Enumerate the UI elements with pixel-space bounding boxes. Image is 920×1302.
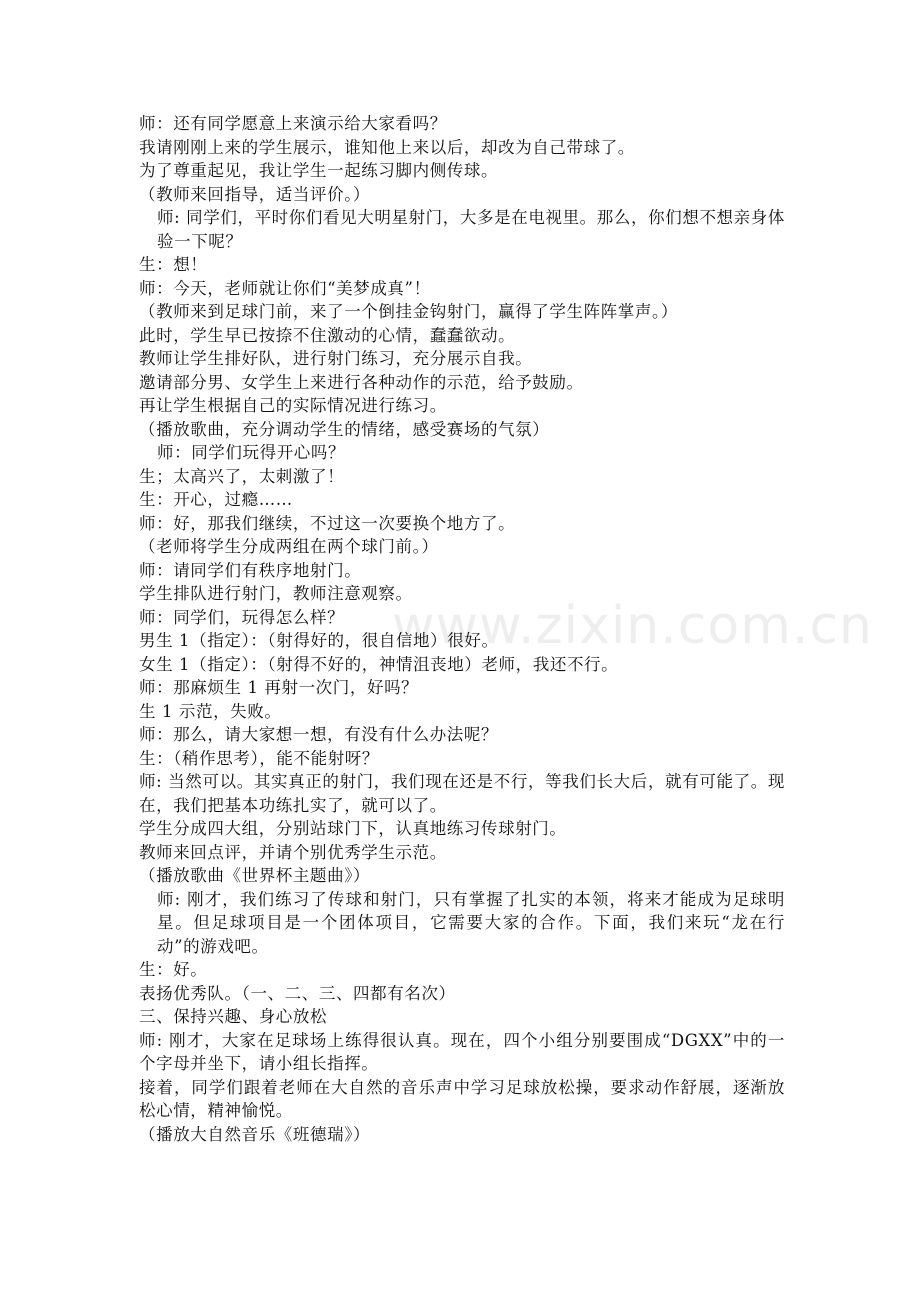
text-line: 生：好。 (139, 960, 208, 979)
text-line: 师：那麻烦生 1 再射一次门，好吗？ (139, 678, 419, 697)
text-line: 学生分成四大组，分别站球门下，认真地练习传球射门。 (139, 819, 567, 838)
text-line: 男生 1（指定）：（射得好的，很自信地）很好。 (139, 631, 499, 650)
text-line: 生：开心，过瘾…… (139, 490, 293, 509)
text-paragraph: 师: 当然可以。其实真正的射门，我们现在还是不行，等我们长大后，就有可能了。现在，我们把基本功练扎实了，就可以了。 (139, 772, 785, 815)
text-paragraph: 师: 刚才，大家在足球场上练得很认真。现在，四个小组分别要围成“DGXX”中的一个字母并坐下，请小组长指挥。 (139, 1030, 785, 1073)
text-line: 我请刚刚上来的学生展示，谁知他上来以后，却改为自己带球了。 (139, 137, 635, 157)
section-heading: 三、保持兴趣、身心放松 (139, 1007, 328, 1026)
text-line: 师：那么，请大家想一想，有没有什么办法呢？ (139, 725, 499, 744)
text-paragraph: 师: 同学们，平时你们看见大明星射门，大多是在电视里。那么，你们想不想亲身体验一下呢？ (157, 208, 785, 251)
text-line: （播放歌曲《世界杯主题曲》） (139, 866, 371, 885)
text-paragraph: 师: 刚才，我们练习了传球和射门，只有掌握了扎实的本领，将来才能成为足球明星。但足球项目是一个团体项目，它需要大家的合作。下面，我们来玩“龙在行动”的游戏吧。 (157, 889, 785, 956)
text-paragraph: 接着，同学们跟着老师在大自然的音乐声中学习足球放松操，要求动作舒展，逐渐放松心情，精神愉悦。 (139, 1077, 785, 1120)
text-line: 学生排队进行射门，教师注意观察。 (139, 584, 413, 603)
text-line: 再让学生根据自己的实际情况进行练习。 (139, 396, 447, 415)
text-line: 师：好，那我们继续，不过这一次要换个地方了。 (139, 513, 516, 533)
text-line: 师：请同学们有秩序地射门。 (139, 560, 362, 580)
text-line: 此时，学生早已按捺不住激动的心情，蠢蠢欲动。 (139, 325, 516, 345)
text-line: （播放歌曲，充分调动学生的情绪，感受赛场的气氛） (139, 419, 550, 439)
text-line: （教师来回指导，适当评价。） (139, 184, 371, 204)
text-line: 教师来回点评，并请个别优秀学生示范。 (139, 842, 447, 862)
text-line: 邀请部分男、女学生上来进行各种动作的示范，给予鼓励。 (139, 372, 584, 392)
text-line: 师：同学们，玩得怎么样？ (139, 607, 345, 627)
text-line: 生 1 示范，失败。 (139, 701, 282, 721)
text-line: 师：今天，老师就让你们“美梦成真”！ (139, 278, 431, 298)
text-line: 女生 1（指定）：（射得不好的，神情沮丧地）老师，我还不行。 (139, 654, 619, 674)
text-line: 表扬优秀队。（一、二、三、四都有名次） (139, 983, 456, 1003)
text-line: 生；太高兴了，太刺激了！ (139, 466, 345, 486)
text-line: （播放大自然音乐《班德瑞》） (139, 1124, 371, 1144)
text-line: 师：还有同学愿意上来演示给大家看吗？ (139, 114, 447, 133)
text-line: 为了尊重起见，我让学生一起练习脚内侧传球。 (139, 161, 499, 180)
text-line: 教师让学生排好队，进行射门练习，充分展示自我。 (139, 349, 533, 368)
text-line: 生：（稍作思考），能不能射呀？ (139, 748, 379, 768)
text-line: （教师来到足球门前，来了一个倒挂金钩射门，赢得了学生阵阵掌声。） (139, 302, 678, 321)
text-line: 生：想！ (139, 255, 208, 274)
text-line: （老师将学生分成两组在两个球门前。） (139, 537, 439, 556)
lesson-transcript (139, 112, 785, 1146)
watermark: www.zixin.com.cn (392, 596, 873, 656)
text-line: 师：同学们玩得开心吗？ (157, 443, 346, 462)
